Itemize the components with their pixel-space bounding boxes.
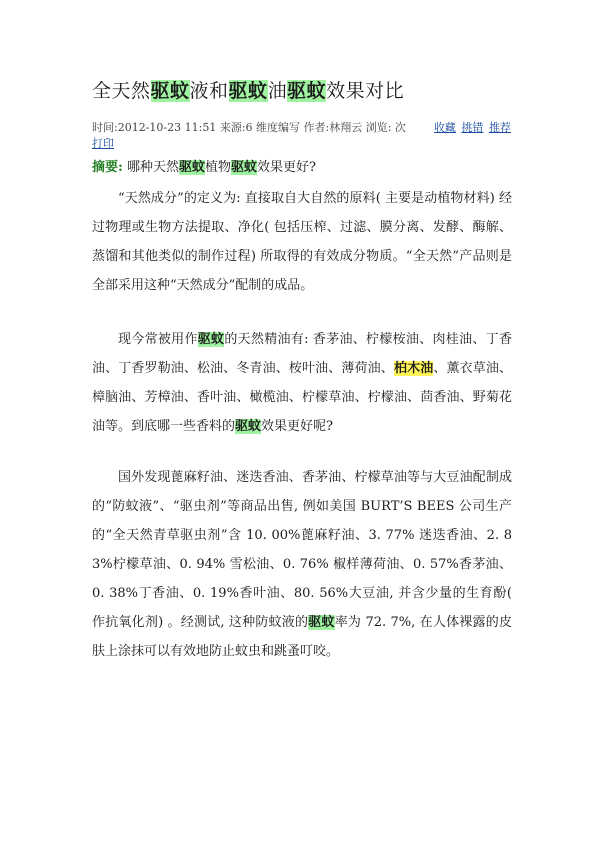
summary-text: 哪种天然 [126, 160, 179, 175]
paragraph-text: 效果更好呢? [261, 419, 334, 434]
favorite-link[interactable]: 收藏 [433, 121, 456, 134]
title-highlight: 驱蚊 [287, 80, 327, 102]
paragraph-foreign-products [92, 463, 512, 666]
highlighted-term: 柏木油 [393, 361, 434, 376]
summary-text: 植物 [204, 160, 231, 175]
paragraph-text: 国外发现蓖麻籽油、迷迭香油、香茅油、柠檬草油等与大豆油配制成的“防蚊液”、“驱虫剂”等商品出售, 例如美国 BURT’S BEES 公司生产的“全天然青草驱虫剂”含 10. 00%蓖麻籽油、3. 77% 迷迭香油、2. 83%柠檬草油、0. 94% 雪松油、0. 76% 椒样薄荷油、0. 57%香茅油、0. 38%丁香油、0. 19%香叶油、80. 56%大豆油, 并含少量的生育酚( 作抗氧化剂) 。经测试, 这种防蚊液的 [92, 470, 512, 630]
summary-highlight: 驱蚊 [231, 160, 258, 175]
summary-label: 摘要: [92, 160, 123, 175]
summary-text: 效果更好? [257, 160, 316, 175]
highlighted-term: 驱蚊 [197, 332, 225, 347]
article-summary [92, 156, 316, 175]
report-error-link[interactable]: 挑错 [461, 121, 484, 134]
title-text: 全天然 [92, 80, 151, 102]
paragraph-text: 、薰衣草油、樟脑油、芳樟油、香叶油、橄榄油、柠檬草油、柠檬油、茴香油、野菊花油等。到底哪一些香料的 [92, 361, 512, 434]
title-highlight: 驱蚊 [228, 80, 268, 102]
title-text: 油 [267, 80, 288, 102]
highlighted-term: 驱蚊 [235, 419, 262, 434]
paragraph-text: 率为 72. 7%, 在人体裸露的皮肤上涂抹可以有效地防止蚊虫和跳蚤叮咬。 [92, 615, 512, 659]
print-link[interactable]: 打印 [92, 137, 114, 150]
summary-highlight: 驱蚊 [178, 160, 205, 175]
title-text: 液和 [189, 80, 229, 102]
article-title [92, 76, 404, 103]
paragraph-text: 现今常被用作 [118, 332, 198, 347]
highlighted-term: 驱蚊 [308, 615, 335, 630]
paragraph-text: 的天然精油有: 香茅油、柠檬桉油、肉桂油、丁香油、丁香罗勒油、松油、冬青油、桉叶油、薄荷油、 [92, 332, 512, 376]
paragraph-definition [92, 184, 512, 300]
article-meta [92, 120, 522, 152]
paragraph-text: “天然成分”的定义为: 直接取自大自然的原料( 主要是动植物材料) 经过物理或生物方法提取、净化( 包括压榨、过滤、膜分离、发酵、酶解、蒸馏和其他类似的制作过程) 所取得的有效成分物质。“全天然”产品则是全部采用这种“天然成分”配制的成品。 [92, 191, 512, 293]
title-text: 效果对比 [326, 80, 405, 102]
title-highlight: 驱蚊 [150, 80, 190, 102]
recommend-link[interactable]: 推荐 [488, 121, 511, 134]
paragraph-essential-oils [92, 325, 512, 441]
meta-info: 时间:2012-10-23 11:51 来源:6 维度编写 作者:林翔云 浏览: 次 [92, 121, 406, 134]
